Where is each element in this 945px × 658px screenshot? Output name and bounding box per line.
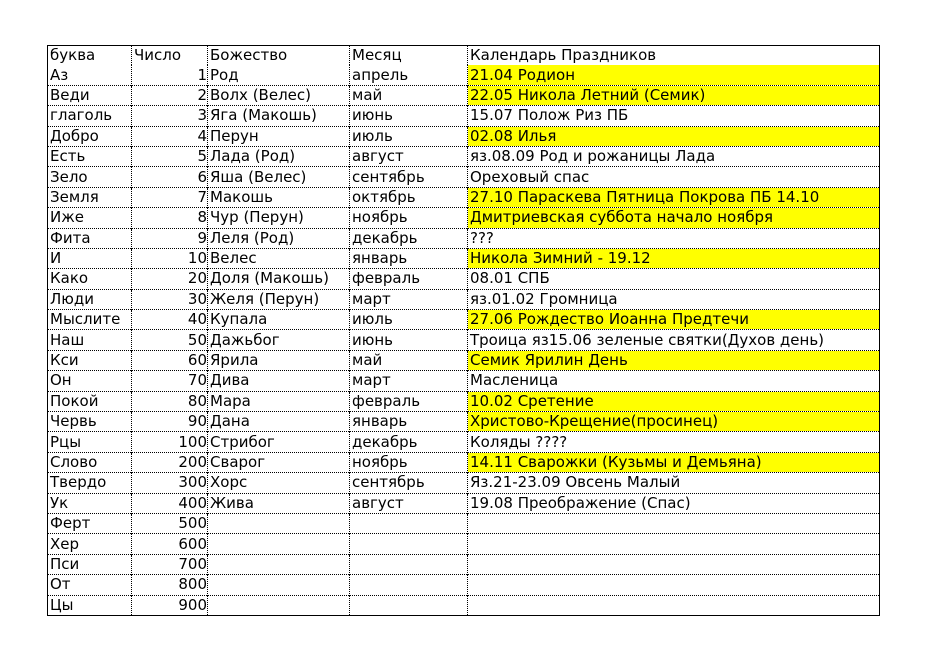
table-row — [48, 65, 880, 85]
table-row — [48, 432, 880, 452]
header-number[interactable]: Число — [132, 46, 208, 66]
cell-holiday[interactable] — [468, 534, 880, 554]
cell-deity[interactable] — [208, 554, 350, 574]
cell-holiday[interactable]: Яз.21-23.09 Овсень Малый — [468, 473, 880, 493]
cell-month[interactable]: октябрь — [350, 187, 468, 207]
header-deity[interactable]: Божество — [208, 46, 350, 66]
cell-number[interactable]: 7 — [132, 187, 208, 207]
cell-month[interactable] — [350, 595, 468, 615]
cell-letter[interactable]: Люди — [48, 289, 132, 309]
table-row — [48, 473, 880, 493]
cell-deity[interactable]: Яга (Макошь) — [208, 106, 350, 126]
cell-holiday[interactable]: Троица яз15.06 зеленые святки(Духов день) — [468, 330, 880, 350]
cell-holiday[interactable]: Христово-Крещение(просинец) — [468, 412, 880, 432]
cell-letter[interactable]: Рцы — [48, 432, 132, 452]
cell-month[interactable]: январь — [350, 412, 468, 432]
cell-letter[interactable]: И — [48, 248, 132, 268]
cell-number[interactable]: 10 — [132, 248, 208, 268]
cell-holiday[interactable]: 08.01 СПБ — [468, 269, 880, 289]
cell-number[interactable]: 600 — [132, 534, 208, 554]
cell-number[interactable]: 4 — [132, 126, 208, 146]
cell-number[interactable]: 1 — [132, 65, 208, 85]
cell-letter[interactable]: Мыслите — [48, 310, 132, 330]
cell-letter[interactable]: От — [48, 575, 132, 595]
cell-number[interactable]: 500 — [132, 513, 208, 533]
table-row — [48, 106, 880, 126]
cell-number[interactable]: 80 — [132, 391, 208, 411]
cell-letter[interactable]: Кси — [48, 350, 132, 370]
cell-holiday[interactable]: 14.11 Сварожки (Кузьмы и Демьяна) — [468, 452, 880, 472]
cell-letter[interactable]: Он — [48, 371, 132, 391]
cell-holiday[interactable]: Дмитриевская суббота начало ноября — [468, 208, 880, 228]
table-row — [48, 167, 880, 187]
cell-holiday[interactable]: 02.08 Илья — [468, 126, 880, 146]
cell-number[interactable]: 100 — [132, 432, 208, 452]
cell-number[interactable]: 5 — [132, 146, 208, 166]
cell-number[interactable]: 60 — [132, 350, 208, 370]
cell-deity[interactable]: Хорс — [208, 473, 350, 493]
cell-month[interactable]: март — [350, 371, 468, 391]
cell-number[interactable]: 2 — [132, 85, 208, 105]
cell-letter[interactable]: Добро — [48, 126, 132, 146]
cell-letter[interactable]: Пси — [48, 554, 132, 574]
cell-holiday[interactable]: 27.10 Параскева Пятница Покрова ПБ 14.10 — [468, 187, 880, 207]
cell-letter[interactable]: Како — [48, 269, 132, 289]
cell-number[interactable]: 90 — [132, 412, 208, 432]
table-row — [48, 554, 880, 574]
header-row — [48, 46, 880, 66]
cell-number[interactable]: 300 — [132, 473, 208, 493]
cell-number[interactable]: 400 — [132, 493, 208, 513]
table-row — [48, 85, 880, 105]
cell-deity[interactable]: Чур (Перун) — [208, 208, 350, 228]
cell-deity[interactable] — [208, 575, 350, 595]
header-letter[interactable]: буква — [50, 46, 96, 65]
table-row — [48, 493, 880, 513]
cell-month[interactable] — [350, 513, 468, 533]
cell-holiday[interactable] — [468, 513, 880, 533]
table-row — [48, 146, 880, 166]
cell-deity[interactable]: Перун — [208, 126, 350, 146]
table-row — [48, 208, 880, 228]
table-row — [48, 371, 880, 391]
cell-holiday[interactable] — [468, 595, 880, 615]
cell-deity[interactable]: Макошь — [208, 187, 350, 207]
cell-deity[interactable]: Купала — [208, 310, 350, 330]
cell-holiday[interactable]: Масленица — [468, 371, 880, 391]
table-row — [48, 534, 880, 554]
cell-deity[interactable]: Велес — [208, 248, 350, 268]
cell-number[interactable]: 3 — [132, 106, 208, 126]
cell-deity[interactable]: Волх (Велес) — [208, 85, 350, 105]
cell-number[interactable]: 20 — [132, 269, 208, 289]
cell-number[interactable]: 900 — [132, 595, 208, 615]
cell-deity[interactable]: Мара — [208, 391, 350, 411]
cell-deity[interactable]: Сварог — [208, 452, 350, 472]
cell-holiday[interactable]: ??? — [468, 228, 880, 248]
table-row — [48, 412, 880, 432]
cell-month[interactable]: июнь — [350, 330, 468, 350]
cell-month[interactable]: февраль — [350, 269, 468, 289]
cell-deity[interactable]: Дива — [208, 371, 350, 391]
cell-holiday[interactable]: 10.02 Сретение — [468, 391, 880, 411]
cell-month[interactable]: июль — [350, 310, 468, 330]
cell-month[interactable]: ноябрь — [350, 452, 468, 472]
cell-holiday[interactable]: Никола Зимний - 19.12 — [468, 248, 880, 268]
cell-deity[interactable]: Яша (Велес) — [208, 167, 350, 187]
cell-month[interactable] — [350, 534, 468, 554]
cell-deity[interactable]: Дажьбог — [208, 330, 350, 350]
table-row — [48, 513, 880, 533]
cell-deity[interactable]: Жива — [208, 493, 350, 513]
cell-deity[interactable]: Стрибог — [208, 432, 350, 452]
cell-letter[interactable]: Иже — [48, 208, 132, 228]
cell-month[interactable]: декабрь — [350, 432, 468, 452]
table-row — [48, 126, 880, 146]
cell-deity[interactable]: Ярила — [208, 350, 350, 370]
cell-letter[interactable]: Есть — [48, 146, 132, 166]
spreadsheet-table — [47, 45, 880, 616]
cell-deity[interactable] — [208, 595, 350, 615]
cell-month[interactable]: апрель — [350, 65, 468, 85]
cell-holiday[interactable] — [468, 575, 880, 595]
cell-holiday[interactable]: 15.07 Полож Риз ПБ — [468, 106, 880, 126]
cell-letter[interactable]: Земля — [48, 187, 132, 207]
cell-letter[interactable]: Наш — [48, 330, 132, 350]
cell-number[interactable]: 30 — [132, 289, 208, 309]
table-row — [48, 350, 880, 370]
cell-deity[interactable]: Дана — [208, 412, 350, 432]
cell-holiday[interactable]: Коляды ???? — [468, 432, 880, 452]
table-row — [48, 228, 880, 248]
cell-number[interactable]: 8 — [132, 208, 208, 228]
cell-deity[interactable]: Лада (Род) — [208, 146, 350, 166]
cell-number[interactable]: 700 — [132, 554, 208, 574]
cell-month[interactable]: ноябрь — [350, 208, 468, 228]
cell-month[interactable]: август — [350, 146, 468, 166]
cell-holiday[interactable]: 27.06 Рождество Иоанна Предтечи — [468, 310, 880, 330]
cell-letter[interactable]: глаголь — [48, 106, 132, 126]
cell-deity[interactable]: Род — [208, 65, 350, 85]
table-row — [48, 452, 880, 472]
table-row — [48, 595, 880, 615]
cell-month[interactable]: март — [350, 289, 468, 309]
cell-number[interactable]: 40 — [132, 310, 208, 330]
header-holiday-calendar[interactable]: Календарь Праздников — [468, 46, 880, 66]
cell-month[interactable]: январь — [350, 248, 468, 268]
cell-letter[interactable]: Твердо — [48, 473, 132, 493]
cell-letter[interactable]: Хер — [48, 534, 132, 554]
cell-month[interactable]: февраль — [350, 391, 468, 411]
cell-letter[interactable]: Цы — [48, 595, 132, 615]
cell-month[interactable]: июль — [350, 126, 468, 146]
cell-holiday[interactable]: яз.08.09 Род и рожаницы Лада — [468, 146, 880, 166]
cell-letter[interactable]: Аз — [50, 65, 69, 84]
table-row — [48, 310, 880, 330]
cell-number[interactable]: 70 — [132, 371, 208, 391]
cell-letter[interactable]: Ферт — [48, 513, 132, 533]
table-row — [48, 289, 880, 309]
cell-month[interactable]: июнь — [350, 106, 468, 126]
cell-letter[interactable]: Фита — [48, 228, 132, 248]
cell-holiday[interactable]: яз.01.02 Громница — [468, 289, 880, 309]
cell-month[interactable]: сентябрь — [350, 167, 468, 187]
cell-month[interactable]: сентябрь — [350, 473, 468, 493]
cell-holiday[interactable]: 19.08 Преображение (Спас) — [468, 493, 880, 513]
cell-letter[interactable]: Слово — [48, 452, 132, 472]
table-row — [48, 269, 880, 289]
cell-number[interactable]: 6 — [132, 167, 208, 187]
cell-deity[interactable]: Желя (Перун) — [208, 289, 350, 309]
cell-deity[interactable]: Леля (Род) — [208, 228, 350, 248]
cell-deity[interactable] — [208, 534, 350, 554]
table-row — [48, 330, 880, 350]
table-row — [48, 248, 880, 268]
cell-holiday[interactable]: Семик Ярилин День — [468, 350, 880, 370]
cell-month[interactable]: май — [350, 85, 468, 105]
cell-letter[interactable]: Зело — [48, 167, 132, 187]
cell-letter[interactable]: Веди — [48, 85, 132, 105]
header-month[interactable]: Месяц — [350, 46, 468, 66]
table-row — [48, 575, 880, 595]
table-row — [48, 187, 880, 207]
cell-month[interactable] — [350, 575, 468, 595]
cell-deity[interactable]: Доля (Макошь) — [208, 269, 350, 289]
cell-number[interactable]: 9 — [132, 228, 208, 248]
cell-number[interactable]: 200 — [132, 452, 208, 472]
cell-deity[interactable] — [208, 513, 350, 533]
cell-letter[interactable]: Ук — [48, 493, 132, 513]
cell-number[interactable]: 800 — [132, 575, 208, 595]
table-row — [48, 391, 880, 411]
cell-holiday[interactable]: 22.05 Никола Летний (Семик) — [468, 85, 880, 105]
cell-month[interactable]: май — [350, 350, 468, 370]
cell-number[interactable]: 50 — [132, 330, 208, 350]
cell-holiday[interactable]: Ореховый спас — [468, 167, 880, 187]
cell-holiday[interactable]: 21.04 Родион — [468, 65, 880, 85]
cell-month[interactable]: август — [350, 493, 468, 513]
cell-holiday[interactable] — [468, 554, 880, 574]
cell-month[interactable] — [350, 554, 468, 574]
cell-letter[interactable]: Покой — [48, 391, 132, 411]
cell-month[interactable]: декабрь — [350, 228, 468, 248]
cell-letter[interactable]: Червь — [48, 412, 132, 432]
